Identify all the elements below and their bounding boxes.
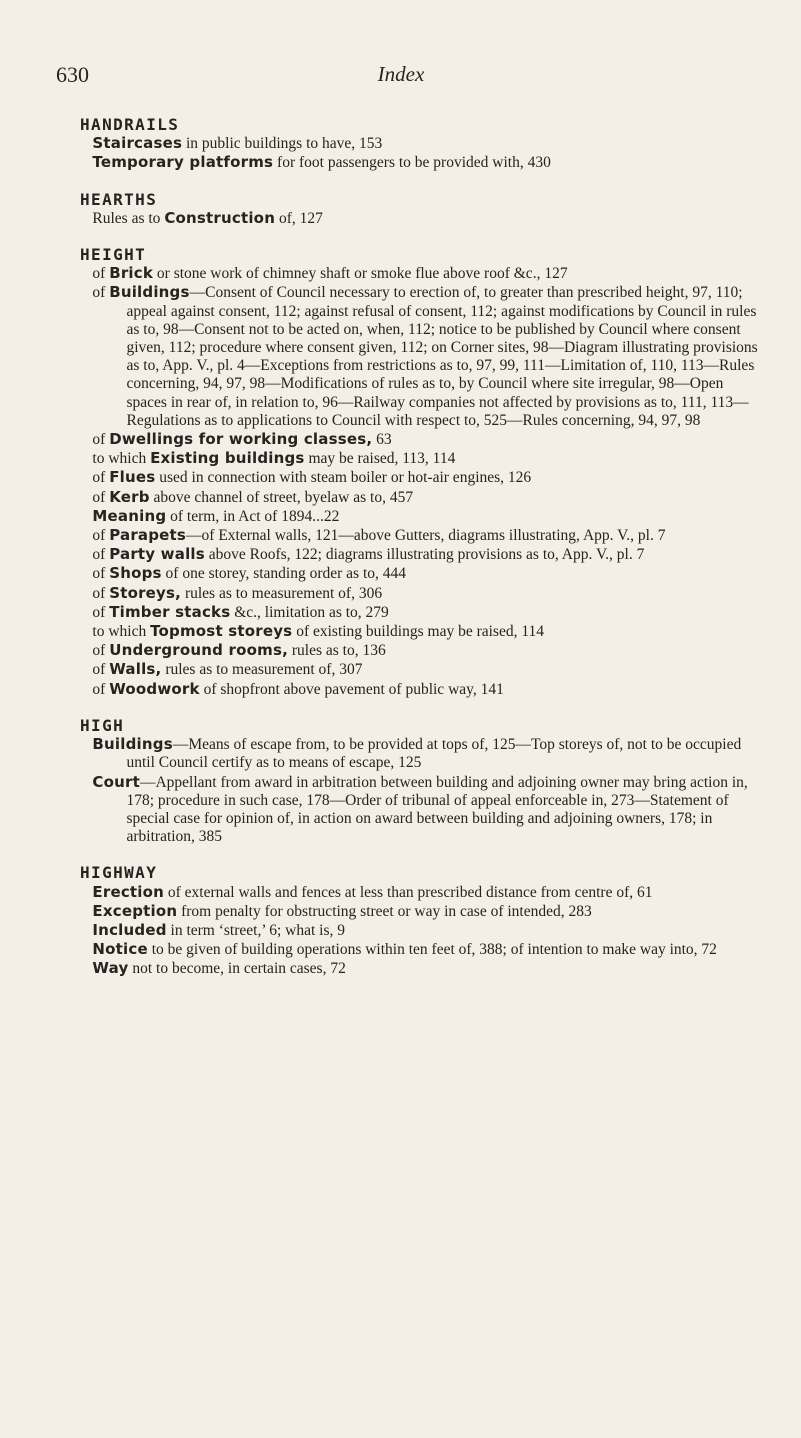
subentry-keyword: Buildings	[92, 735, 173, 754]
subentry	[80, 545, 765, 564]
subentry-keyword: Topmost storeys	[150, 622, 293, 641]
subentry-keyword: Erection	[92, 882, 165, 901]
subentry-keyword: Timber stacks	[109, 602, 231, 621]
subentry	[80, 883, 765, 902]
subentry	[80, 735, 765, 772]
subentry	[80, 283, 765, 430]
subentry-keyword: Shops	[109, 564, 162, 583]
entry-heading: HEARTHS	[80, 189, 158, 209]
subentry	[80, 584, 765, 603]
subentry-prefix: of	[92, 546, 110, 564]
subentry-text: used in connection with steam boiler or hot-air engines, 126	[155, 469, 532, 487]
subentry	[80, 921, 765, 940]
subentry-text: rules as to measurement of, 306	[181, 584, 383, 602]
subentry-prefix: to which	[92, 450, 151, 468]
subentry-text: &c., limitation as to, 279	[230, 603, 389, 621]
subentry-keyword: Walls,	[109, 660, 162, 679]
subentry-text: of, 127	[275, 209, 323, 227]
subentry-keyword: Parapets	[109, 526, 187, 545]
subentry-keyword: Buildings	[109, 283, 190, 302]
subentry-text: for foot passengers to be provided with, 430	[273, 154, 551, 172]
subentry-prefix: of	[92, 642, 110, 660]
subentry-text: of external walls and fences at less than prescribed distance from centre of, 61	[164, 883, 653, 901]
subentry	[80, 641, 765, 660]
subentry-keyword: Way	[92, 959, 129, 978]
subentry-text: of term, in Act of 1894...22	[166, 507, 340, 525]
subentry-text: rules as to measurement of, 307	[161, 661, 363, 679]
subentry-keyword: Staircases	[92, 134, 183, 153]
subentry-text: of shopfront above pavement of public way, 141	[199, 680, 504, 698]
index-entry	[80, 246, 765, 699]
subentry	[80, 507, 765, 526]
subentry-keyword: Court	[92, 772, 140, 791]
subentry	[80, 430, 765, 449]
running-title: Index	[377, 62, 425, 86]
subentry-prefix: Rules as to	[92, 209, 165, 227]
subentry	[80, 902, 765, 921]
subentry-keyword: Woodwork	[109, 679, 200, 698]
subentry-prefix: of	[92, 469, 110, 487]
subentry	[80, 660, 765, 679]
subentry	[80, 773, 765, 847]
subentry	[80, 603, 765, 622]
subentry-text: to be given of building operations within ten feet of, 388; of intention to make way into, 72	[147, 941, 717, 959]
subentry	[80, 564, 765, 583]
subentry-keyword: Brick	[109, 264, 154, 283]
subentry	[80, 940, 765, 959]
subentry-prefix: of	[92, 603, 110, 621]
index-body	[80, 116, 765, 997]
subentry-prefix: of	[92, 284, 110, 302]
subentry-text: above channel of street, byelaw as to, 457	[149, 488, 414, 506]
subentry-text: in term ‘street,’ 6; what is, 9	[166, 921, 345, 939]
entry-heading: HIGH	[80, 715, 125, 735]
subentry-text: may be raised, 113, 114	[304, 450, 456, 468]
index-entry	[80, 717, 765, 846]
subentry-keyword: Temporary platforms	[92, 153, 274, 172]
index-entry	[80, 864, 765, 978]
subentry-text: —Means of escape from, to be provided at tops of, 125—Top storeys of, not to be occupied until Council certify as to means of escape, 125	[126, 736, 742, 772]
subentry	[80, 209, 765, 228]
entry-heading: HEIGHT	[80, 245, 147, 265]
subentry-prefix: of	[92, 431, 110, 449]
subentry	[80, 622, 765, 641]
subentry-keyword: Underground rooms,	[109, 641, 288, 660]
subentry-prefix: of	[92, 527, 110, 545]
subentry-prefix: of	[92, 488, 110, 506]
subentry-prefix: of	[92, 661, 110, 679]
subentry	[80, 264, 765, 283]
entry-heading: HANDRAILS	[80, 115, 180, 134]
subentry-text: —of External walls, 121—above Gutters, diagrams illustrating, App. V., pl. 7	[186, 527, 666, 545]
subentry-keyword: Party walls	[109, 545, 205, 564]
subentry-text: or stone work of chimney shaft or smoke flue above roof &c., 127	[153, 265, 568, 283]
index-entry	[80, 116, 765, 173]
subentry-keyword: Flues	[109, 468, 156, 487]
subentry-keyword: Storeys,	[109, 583, 182, 602]
subentry-keyword: Dwellings for working classes,	[109, 430, 373, 449]
subentry-prefix: to which	[92, 623, 151, 641]
page-header	[56, 62, 746, 102]
entry-heading: HIGHWAY	[80, 863, 158, 883]
subentry-prefix: of	[92, 565, 110, 583]
page-number: 630	[56, 62, 89, 87]
subentry-keyword: Existing buildings	[150, 449, 305, 468]
subentry-text: —Consent of Council necessary to erection of, to greater than prescribed height, 97, 110; appeal against consent, 112; against refusal of consent, 112; against modifications by Council in rules as to, 98—Consent not to be acted on, when, 112; notice to be published by Council where consent given, 112; procedure where consent given, 112; on Corner sites, 98—Diagram illustrating provisions as to, App. V., pl. 4—Exceptions from restrictions as to, 97, 99, 111—Limitation of, 110, 113—Rules concerning, 94, 97, 98—Modifications of rules as to, by Council where site irregular, 98—Open spaces in rear of, in relation to, 96—Railway companies not affected by provisions as to, 111, 113—Regulations as to applications to Council with respect to, 525—Rules concerning, 94, 97, 98	[126, 284, 758, 429]
subentry	[80, 468, 765, 487]
subentry-keyword: Notice	[92, 940, 148, 959]
subentry	[80, 488, 765, 507]
subentry-prefix: of	[92, 680, 110, 698]
subentry	[80, 526, 765, 545]
subentry-keyword: Exception	[92, 901, 178, 920]
subentry	[80, 134, 765, 153]
subentry-text: not to become, in certain cases, 72	[128, 960, 346, 978]
subentry-text: in public buildings to have, 153	[182, 135, 383, 153]
subentry-prefix: of	[92, 584, 110, 602]
subentry	[80, 680, 765, 699]
subentry-prefix: of	[92, 265, 110, 283]
subentry-keyword: Meaning	[92, 506, 167, 525]
index-entry	[80, 191, 765, 228]
subentry-text: of existing buildings may be raised, 114	[292, 623, 545, 641]
subentry-text: —Appellant from award in arbitration between building and adjoining owner may bring action in, 178; procedure in such case, 178—Order of tribunal of appeal enforceable in, 273—Statement of special case for opinion of, in action on award between building and adjoining owners, 178; in arbitration, 385	[126, 773, 748, 846]
subentry-keyword: Construction	[164, 208, 276, 227]
subentry-text: rules as to, 136	[288, 642, 386, 660]
subentry	[80, 449, 765, 468]
subentry-text: from penalty for obstructing street or way in case of intended, 283	[177, 902, 592, 920]
subentry	[80, 153, 765, 172]
subentry	[80, 959, 765, 978]
subentry-text: 63	[372, 431, 392, 449]
subentry-text: of one storey, standing order as to, 444	[161, 565, 407, 583]
subentry-keyword: Included	[92, 920, 167, 939]
subentry-text: above Roofs, 122; diagrams illustrating provisions as to, App. V., pl. 7	[204, 546, 645, 564]
subentry-keyword: Kerb	[109, 487, 150, 506]
